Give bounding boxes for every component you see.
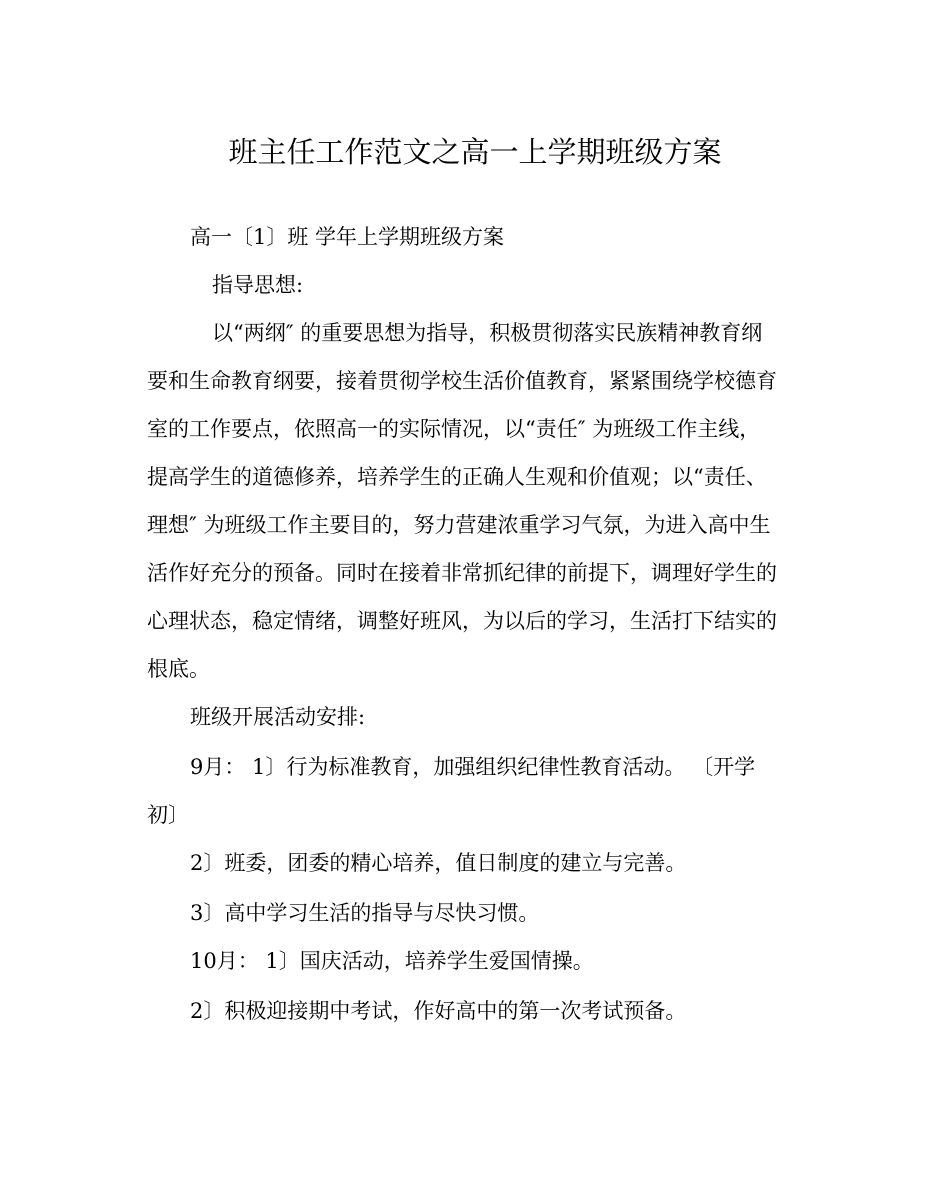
guiding-idea-heading: 指导思想: [212,273,304,297]
activity-item: 9月： 1〕行为标准教育，加强组织纪律性教育活动。 〔开学 [190,755,756,779]
paragraph-line: 室的工作要点，依照高一的实际情况，以“责任″ 为班级工作主线， [147,417,761,441]
activity-item-continued: 初〕 [147,803,189,827]
activity-item: 10月： 1〕国庆活动，培养学生爱国情操。 [190,949,594,973]
document-title: 班主任工作范文之高一上学期班级方案 [228,135,722,169]
paragraph-line: 以“两纲″ 的重要思想为指导，积极贯彻落实民族精神教育纲 [212,321,763,345]
paragraph-line: 根底。 [147,657,210,681]
paragraph-line: 活作好充分的预备。同时在接着非常抓纪律的前提下，调理好学生的 [147,561,777,585]
class-plan-heading: 高一〔1〕班 学年上学期班级方案 [190,225,505,249]
paragraph-line: 理想″ 为班级工作主要目的，努力营建浓重学习气氛，为进入高中生 [147,513,771,537]
paragraph-line: 要和生命教育纲要，接着贯彻学校生活价值教育，紧紧围绕学校德育 [147,369,777,393]
paragraph-line: 心理状态，稳定情绪，调整好班风，为以后的学习，生活打下结实的 [147,609,777,633]
activities-heading: 班级开展活动安排: [190,705,366,729]
activity-item: 2〕班委，团委的精心培养，值日制度的建立与完善。 [190,851,687,875]
paragraph-line: 提高学生的道德修养，培养学生的正确人生观和价值观；以“责任、 [147,465,767,489]
activity-item: 3〕高中学习生活的指导与尽快习惯。 [190,901,540,925]
activity-item: 2〕积极迎接期中考试，作好高中的第一次考试预备。 [190,999,687,1023]
